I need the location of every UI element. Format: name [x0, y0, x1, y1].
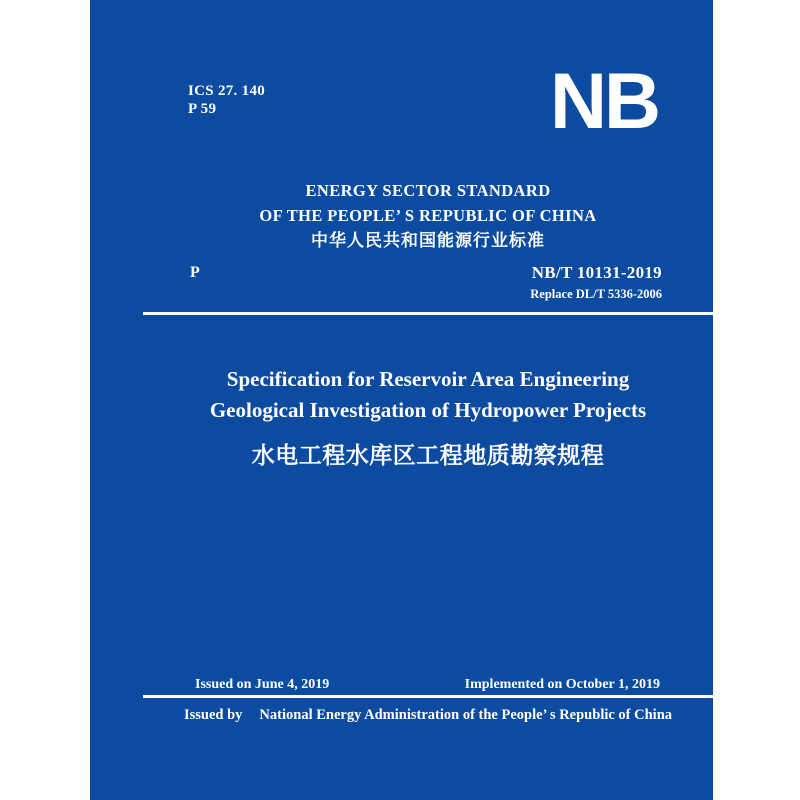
standard-number: NB/T 10131-2019 — [531, 263, 662, 282]
title-block — [143, 364, 713, 473]
issued-by-value: National Energy Administration of the People’ s Republic of China — [259, 707, 673, 723]
standard-type-heading — [143, 178, 713, 254]
top-rule — [143, 312, 713, 315]
issued-by-row — [143, 706, 713, 725]
standard-type-en-line1: ENERGY SECTOR STANDARD — [305, 181, 551, 200]
doc-class-code: P 59 — [188, 101, 217, 117]
dates-row — [143, 676, 713, 693]
standard-cover — [90, 0, 713, 800]
issued-on-date: Issued on June 4, 2019 — [195, 677, 330, 692]
designation-prefix: P — [190, 264, 200, 281]
title-zh: 水电工程水库区工程地质勘察规程 — [251, 443, 605, 468]
implemented-on-date: Implemented on October 1, 2019 — [464, 677, 660, 692]
title-en-line2: Geological Investigation of Hydropower Projects — [209, 398, 647, 422]
bottom-rule — [143, 695, 713, 698]
ics-block — [188, 82, 265, 118]
replaces-note: Replace DL/T 5336-2006 — [530, 287, 662, 301]
issued-by-label: Issued by — [183, 707, 243, 723]
designation-row — [143, 263, 713, 302]
standard-type-en-line2: OF THE PEOPLE’ S REPUBLIC OF CHINA — [259, 206, 597, 225]
standard-number-block — [530, 263, 662, 302]
nb-logo: NB — [550, 56, 659, 145]
standard-type-zh: 中华人民共和国能源行业标准 — [311, 231, 545, 250]
title-en-line1: Specification for Reservoir Area Engineering — [226, 367, 630, 391]
ics-code: ICS 27. 140 — [188, 83, 266, 99]
